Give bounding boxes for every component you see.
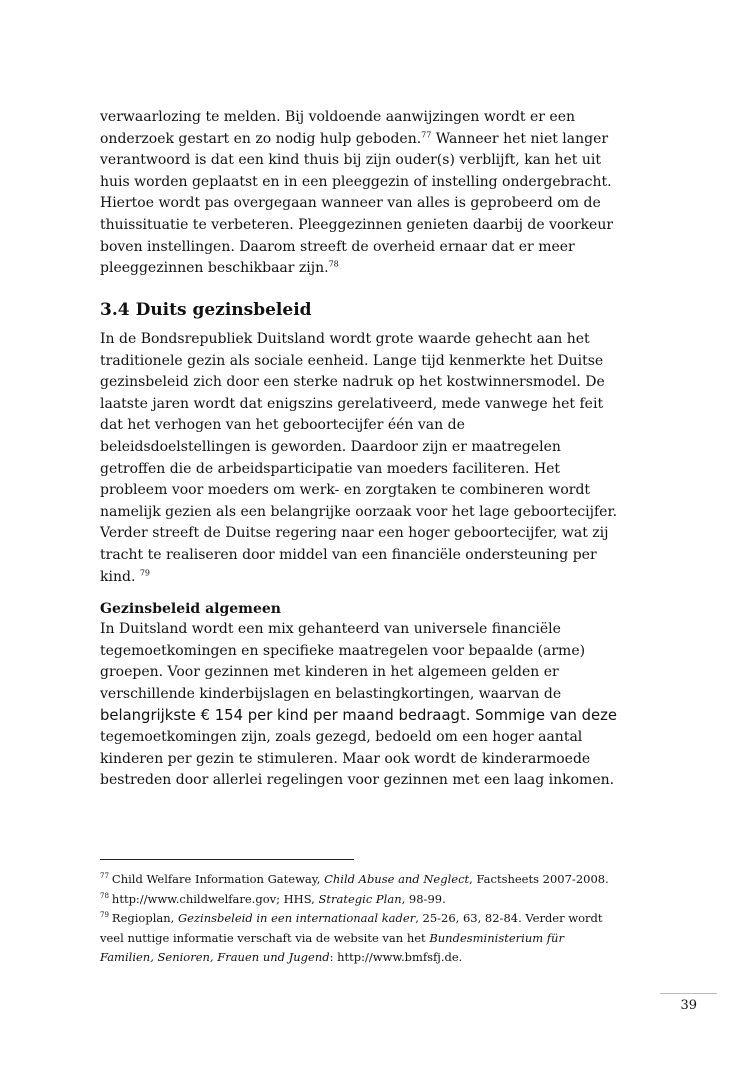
footnote-77: $^{77}$ Child Welfare Information Gateway, Child Abuse and Neglect, Factsheets 2007-2008. (100, 872, 609, 886)
section-heading (100, 298, 312, 322)
text-line: tegemoetkomingen en specifieke maatregelen voor bepaalde (arme) (100, 642, 586, 659)
text-line: tegemoetkomingen zijn, zoals gezegd, bedoeld om een hoger aantal (100, 728, 583, 745)
text-line: huis worden geplaatst en in een pleeggezin of instelling ondergebracht. (100, 173, 612, 190)
page-number-divider (660, 993, 717, 994)
text-line: Hiertoe wordt pas overgegaan wanneer van alles is geprobeerd om de (100, 195, 601, 212)
footnote-79-cont: Familien, Senioren, Frauen und Jugend: http://www.bmfsfj.de. (100, 950, 463, 964)
text-line: laatste jaren wordt dat enigszins gerelativeerd, mede vanwege het feit (100, 395, 604, 412)
text-line: beleidsdoelstellingen is geworden. Daardoor zijn er maatregelen (100, 438, 561, 455)
footnote-ref-79[interactable]: 79 (139, 567, 151, 577)
text-line: traditionele gezin als sociale eenheid. Lange tijd kenmerkte het Duitse (100, 352, 604, 369)
text-line: kinderen per gezin te stimuleren. Maar ook wordt de kinderarmoede (100, 750, 591, 767)
text-line: In de Bondsrepubliek Duitsland wordt grote waarde gehecht aan het (100, 331, 590, 347)
text-line: bestreden door allerlei regelingen voor gezinnen met een laag inkomen. (100, 772, 615, 789)
text-line: tracht te realiseren door middel van een financiële ondersteuning per (100, 546, 597, 563)
section-paragraph (100, 329, 660, 588)
subsection-paragraph (100, 619, 660, 792)
text-line: belangrijkste € 154 per kind per maand bedraagt. Sommige van deze (100, 707, 618, 725)
footnote-78: $^{78}$ http://www.childwelfare.gov; HHS, Strategic Plan, 98-99. (100, 891, 446, 906)
text-line: thuissituatie te verbeteren. Pleeggezinnen genieten daarbij de voorkeur (100, 216, 614, 233)
footnote-divider (100, 859, 354, 860)
text-line: onderzoek gestart en zo nodig hulp geboden.$^{77}$ Wanneer het niet langer (100, 129, 609, 147)
text-line: getroffen die de arbeidsparticipatie van moeders faciliteren. Het (100, 460, 561, 477)
text-line: kind. $^{79}$ (100, 567, 151, 585)
text-line: boven instellingen. Daarom streeft de overheid ernaar dat er meer (100, 238, 575, 255)
text-line: gezinsbeleid zich door een sterke nadruk op het kostwinnersmodel. De (100, 374, 605, 391)
text-line: verantwoord is dat een kind thuis bij zijn ouder(s) verblijft, kan het uit (100, 152, 601, 169)
page-number: 39 (680, 998, 697, 1013)
footnote-ref-77[interactable]: 77 (421, 129, 432, 139)
footnote-79: $^{79}$ Regioplan, Gezinsbeleid in een internationaal kader, 25-26, 63, 82-84. Verder wordt (100, 911, 603, 925)
text-line: In Duitsland wordt een mix gehanteerd van universele financiële (100, 621, 561, 637)
text-line: verschillende kinderbijslagen en belastingkortingen, waarvan de (100, 685, 562, 702)
text-line: probleem voor moeders om werk- en zorgtaken te combineren wordt (100, 482, 591, 499)
footnotes (100, 870, 660, 968)
intro-paragraph (100, 107, 660, 280)
text-line: pleeggezinnen beschikbaar zijn.$^{78}$ (100, 259, 339, 277)
text-line: dat het verhogen van het geboortecijfer één van de (100, 417, 465, 434)
text-line: Verder streeft de Duitse regering naar een hoger geboortecijfer, wat zij (100, 525, 609, 542)
footnote-ref-78[interactable]: 78 (328, 259, 339, 269)
footnote-79-cont: veel nuttige informatie verschaft via de website van het Bundesministerium für (100, 930, 564, 945)
section-number: 3.4 (100, 300, 130, 320)
text-line: groepen. Voor gezinnen met kinderen in het algemeen gelden er (100, 664, 559, 681)
text-line: namelijk gezien als een belangrijke oorzaak voor het lage geboortecijfer. (100, 503, 618, 520)
text-line: verwaarlozing te melden. Bij voldoende aanwijzingen wordt er een (100, 109, 576, 125)
subsection-heading: Gezinsbeleid algemeen (100, 601, 281, 617)
section-title: Duits gezinsbeleid (135, 300, 312, 320)
